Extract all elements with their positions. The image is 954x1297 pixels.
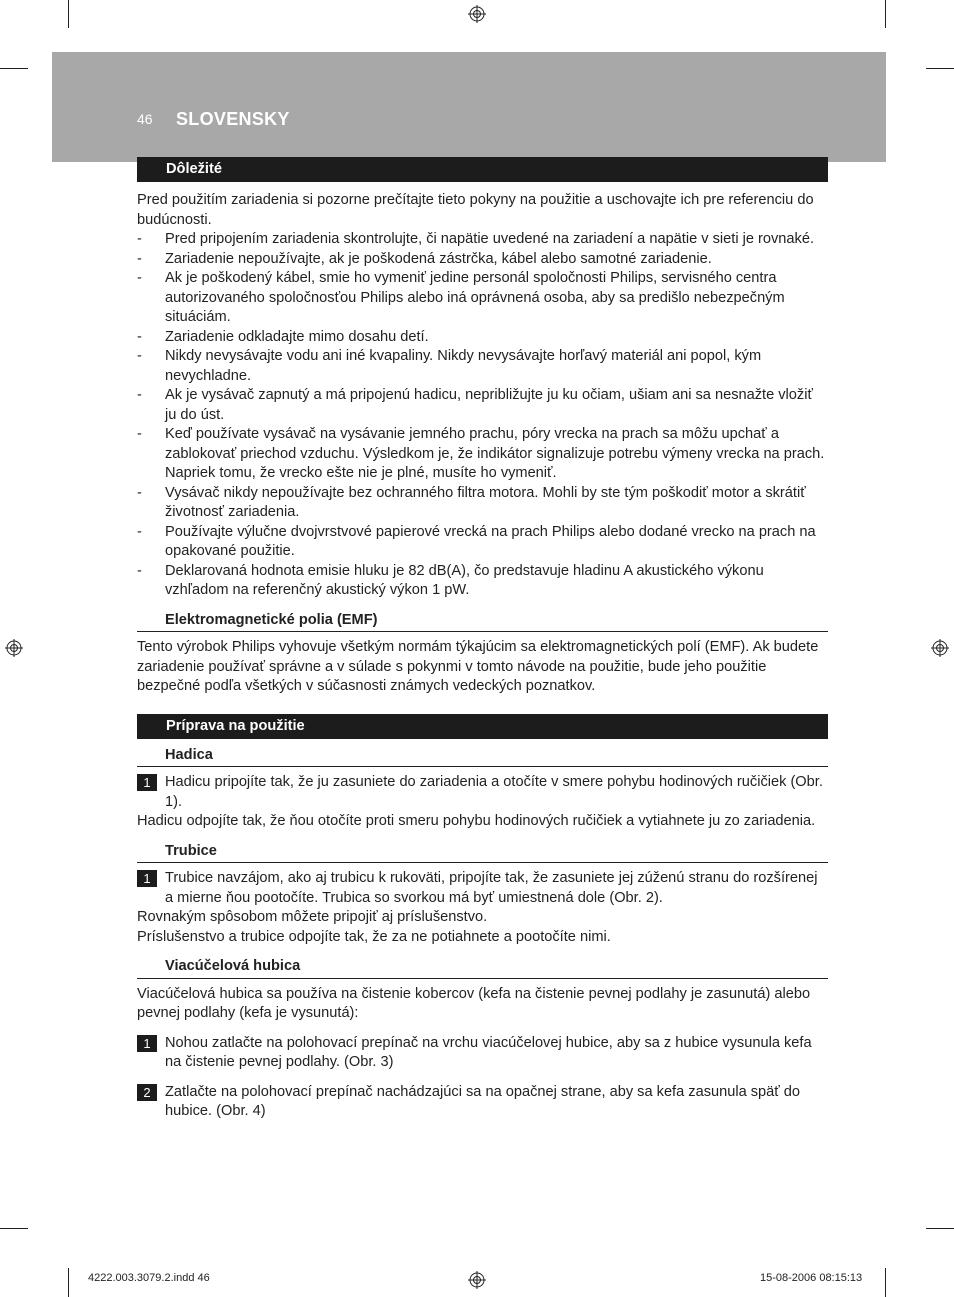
step-text: Hadicu pripojíte tak, že ju zasuniete do zariadenia a otočíte v smere pohybu hodinových ručičiek (Obr. 1). xyxy=(165,774,823,810)
language-title: SLOVENSKY xyxy=(176,109,290,129)
footer-timestamp: 15-08-2006 08:15:13 xyxy=(760,1272,863,1284)
nozzle-intro: Viacúčelová hubica sa používa na čistenie kobercov (kefa na čistenie pevnej podlahy je zasunutá) alebo pevnej podlahy (kefa je vysunutá): xyxy=(137,985,811,1021)
page-number: 46 xyxy=(137,111,153,127)
registration-mark-icon xyxy=(468,1271,486,1289)
footer-file-info: 4222.003.3079.2.indd 46 xyxy=(88,1272,210,1284)
page-content xyxy=(137,157,828,1122)
step-text: Nohou zatlačte na polohovací prepínač na vrchu viacúčelovej hubice, aby sa z hubice vysunula kefa na čistenie pevnej podlahy. (Obr. 3) xyxy=(165,1034,812,1070)
registration-mark-icon xyxy=(468,5,486,23)
list-item: - Používajte výlučne dvojvrstvové papierové vrecká na prach Philips alebo dodané vrecko na prach na opakované použitie. xyxy=(137,523,828,562)
tube-note-2: Príslušenstvo a trubice odpojíte tak, že za ne potiahnete a pootočíte nimi. xyxy=(137,928,611,945)
nozzle-step-2 xyxy=(137,1083,828,1122)
list-item: - Zariadenie odkladajte mimo dosahu detí. xyxy=(137,328,828,348)
crop-mark xyxy=(885,0,886,28)
list-item: - Deklarovaná hodnota emisie hluku je 82 dB(A), čo predstavuje hladinu A akustického výkonu vzhľadom na referenčný akustický výkon 1 pW. xyxy=(137,562,828,601)
list-item: - Keď používate vysávač na vysávanie jemného prachu, póry vrecka na prach sa môžu upchať a zablokovať priechod vzduchu. Výsledkom je, že indikátor signalizuje potrebu výmeny vrecka na prach. Napriek tomu, že vrecko ešte nie je plné, musíte ho vymeniť. xyxy=(137,425,828,484)
important-list xyxy=(137,230,828,601)
step-number-badge: 2 xyxy=(137,1084,157,1101)
step-number-badge: 1 xyxy=(137,774,157,791)
subsection-title-tube: Trubice xyxy=(137,842,828,864)
emf-text: Tento výrobok Philips vyhovuje všetkým normám týkajúcim sa elektromagnetických polí (EMF). Ak budete zariadenie používať správne a v súlade s pokynmi v tomto návode na použitie, bude jeho použitie bezpečné podľa všetkých v súčasnosti známych vedeckých poznatkov. xyxy=(137,639,819,694)
list-item: - Vysávač nikdy nepoužívajte bez ochranného filtra motora. Mohli by ste tým poškodiť motor a skrátiť životnosť zariadenia. xyxy=(137,484,828,523)
section-title-important: Dôležité xyxy=(137,157,828,182)
step-number-badge: 1 xyxy=(137,870,157,887)
hose-step xyxy=(137,773,828,812)
crop-mark xyxy=(885,1268,886,1297)
step-text: Trubice navzájom, ako aj trubicu k rukoväti, pripojíte tak, že zasuniete jej zúženú stranu do rozšírenej a mierne ňou pootočíte. Trubica so svorkou má byť umiestnená dole (Obr. 2). xyxy=(165,870,818,906)
tube-step xyxy=(137,869,828,908)
section-title-preparation: Príprava na použitie xyxy=(137,714,828,739)
registration-mark-icon xyxy=(5,639,23,657)
nozzle-step-1 xyxy=(137,1034,828,1073)
crop-mark xyxy=(68,1268,69,1297)
step-number-badge: 1 xyxy=(137,1035,157,1052)
subsection-title-emf: Elektromagnetické polia (EMF) xyxy=(137,611,828,633)
crop-mark xyxy=(68,0,69,28)
crop-mark xyxy=(926,68,954,69)
hose-note: Hadicu odpojíte tak, že ňou otočíte proti smeru pohybu hodinových ručičiek a vytiahnete ju zo zariadenia. xyxy=(137,813,816,829)
list-item: - Ak je vysávač zapnutý a má pripojenú hadicu, nepribližujte ju ku očiam, ušiam ani sa nesnažte vložiť ju do úst. xyxy=(137,386,828,425)
list-item: - Zariadenie nepoužívajte, ak je poškodená zástrčka, kábel alebo samotné zariadenie. xyxy=(137,250,828,270)
important-intro: Pred použitím zariadenia si pozorne prečítajte tieto pokyny na použitie a uschovajte ich pre referenciu do budúcnosti. xyxy=(137,192,814,228)
list-item: - Nikdy nevysávajte vodu ani iné kvapaliny. Nikdy nevysávajte horľavý materiál ani popol, kým nevychladne. xyxy=(137,347,828,386)
list-item: - Ak je poškodený kábel, smie ho vymeniť jedine personál spoločnosti Philips, servisného centra autorizovaného spoločnosťou Philips alebo iná oprávnená osoba, aby sa predišlo nebezpečným situáciám. xyxy=(137,269,828,328)
registration-mark-icon xyxy=(931,639,949,657)
header-band xyxy=(52,52,886,162)
subsection-title-hose: Hadica xyxy=(137,746,828,768)
step-text: Zatlačte na polohovací prepínač nachádzajúci sa na opačnej strane, aby sa kefa zasunula späť do hubice. (Obr. 4) xyxy=(165,1083,801,1119)
tube-note-1: Rovnakým spôsobom môžete pripojiť aj príslušenstvo. xyxy=(137,909,488,925)
crop-mark xyxy=(926,1228,954,1229)
crop-mark xyxy=(0,1228,28,1229)
list-item: - Pred pripojením zariadenia skontrolujte, či napätie uvedené na zariadení a napätie v sieti je rovnaké. xyxy=(137,230,828,250)
subsection-title-nozzle: Viacúčelová hubica xyxy=(137,957,828,979)
crop-mark xyxy=(0,68,28,69)
